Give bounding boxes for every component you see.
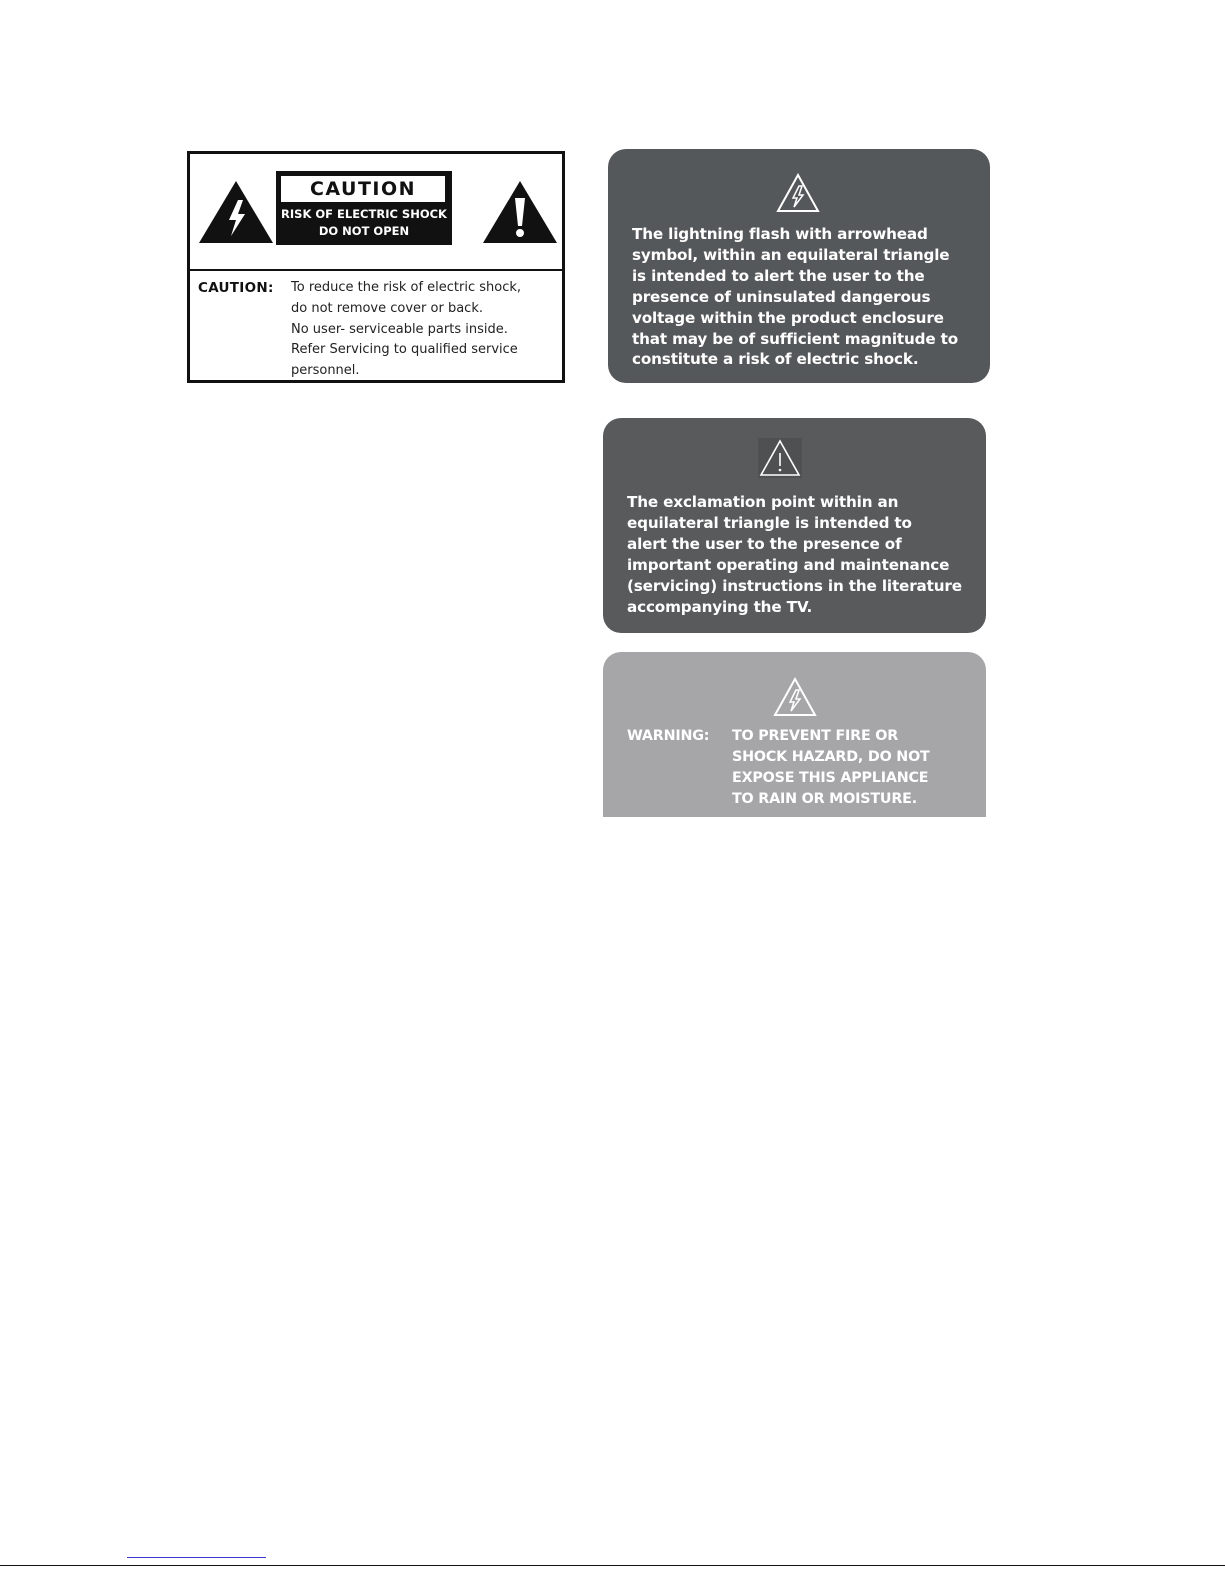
card-text-line: presence of uninsulated dangerous	[632, 287, 931, 306]
caution-label	[187, 151, 565, 383]
exclamation-explanation-text	[627, 492, 977, 617]
caution-body-line: No user- serviceable parts inside.	[291, 321, 508, 337]
caution-subheading-line-1: RISK OF ELECTRIC SHOCK	[281, 207, 447, 221]
warning-text-line: SHOCK HAZARD, DO NOT	[732, 749, 930, 765]
caution-heading: CAUTION	[281, 176, 445, 202]
caution-panel	[276, 171, 452, 245]
card-text-line: that may be of sufficient magnitude to	[632, 329, 959, 348]
caution-subheading-line-2: DO NOT OPEN	[318, 224, 410, 238]
page-bottom-rule	[0, 1565, 1225, 1566]
footnote-rule	[127, 1557, 266, 1558]
card-text-line: (servicing) instructions in the literature	[627, 576, 962, 595]
card-text-line: voltage within the product enclosure	[632, 308, 944, 327]
exclamation-triangle-icon	[758, 438, 802, 478]
lightning-explanation-text	[632, 224, 982, 370]
exclamation-warning-icon	[482, 180, 558, 244]
caution-body-line: To reduce the risk of electric shock,	[291, 280, 522, 295]
card-text-line: equilateral triangle is intended to	[627, 513, 912, 532]
caution-body-line: personnel.	[291, 363, 360, 379]
caution-bottom-label: CAUTION:	[198, 280, 274, 296]
warning-text	[732, 726, 930, 810]
lightning-triangle-icon	[773, 677, 817, 717]
card-text-line: The lightning flash with arrowhead	[632, 225, 928, 243]
warning-text-line: TO RAIN OR MOISTURE.	[732, 791, 917, 807]
card-text-line: accompanying the TV.	[627, 597, 813, 616]
caution-label-header	[190, 154, 562, 271]
caution-body-line: Refer Servicing to qualified service	[291, 342, 518, 358]
lightning-triangle-icon	[776, 173, 820, 213]
card-text-line: important operating and maintenance	[627, 555, 950, 574]
caution-body-text	[291, 278, 559, 382]
card-text-line: symbol, within an equilateral triangle	[632, 245, 950, 264]
card-text-line: The exclamation point within an	[627, 493, 899, 511]
card-text-line: constitute a risk of electric shock.	[632, 350, 919, 369]
warning-label: WARNING:	[627, 728, 710, 744]
warning-text-line: EXPOSE THIS APPLIANCE	[732, 770, 929, 786]
warning-card	[603, 652, 986, 817]
lightning-warning-icon	[198, 180, 274, 244]
lightning-explanation-card	[608, 149, 990, 383]
card-text-line: is intended to alert the user to the	[632, 266, 925, 285]
card-text-line: alert the user to the presence of	[627, 534, 902, 553]
warning-text-line: TO PREVENT FIRE OR	[732, 728, 899, 744]
exclamation-explanation-card	[603, 418, 986, 633]
caution-body-line: do not remove cover or back.	[291, 300, 483, 316]
